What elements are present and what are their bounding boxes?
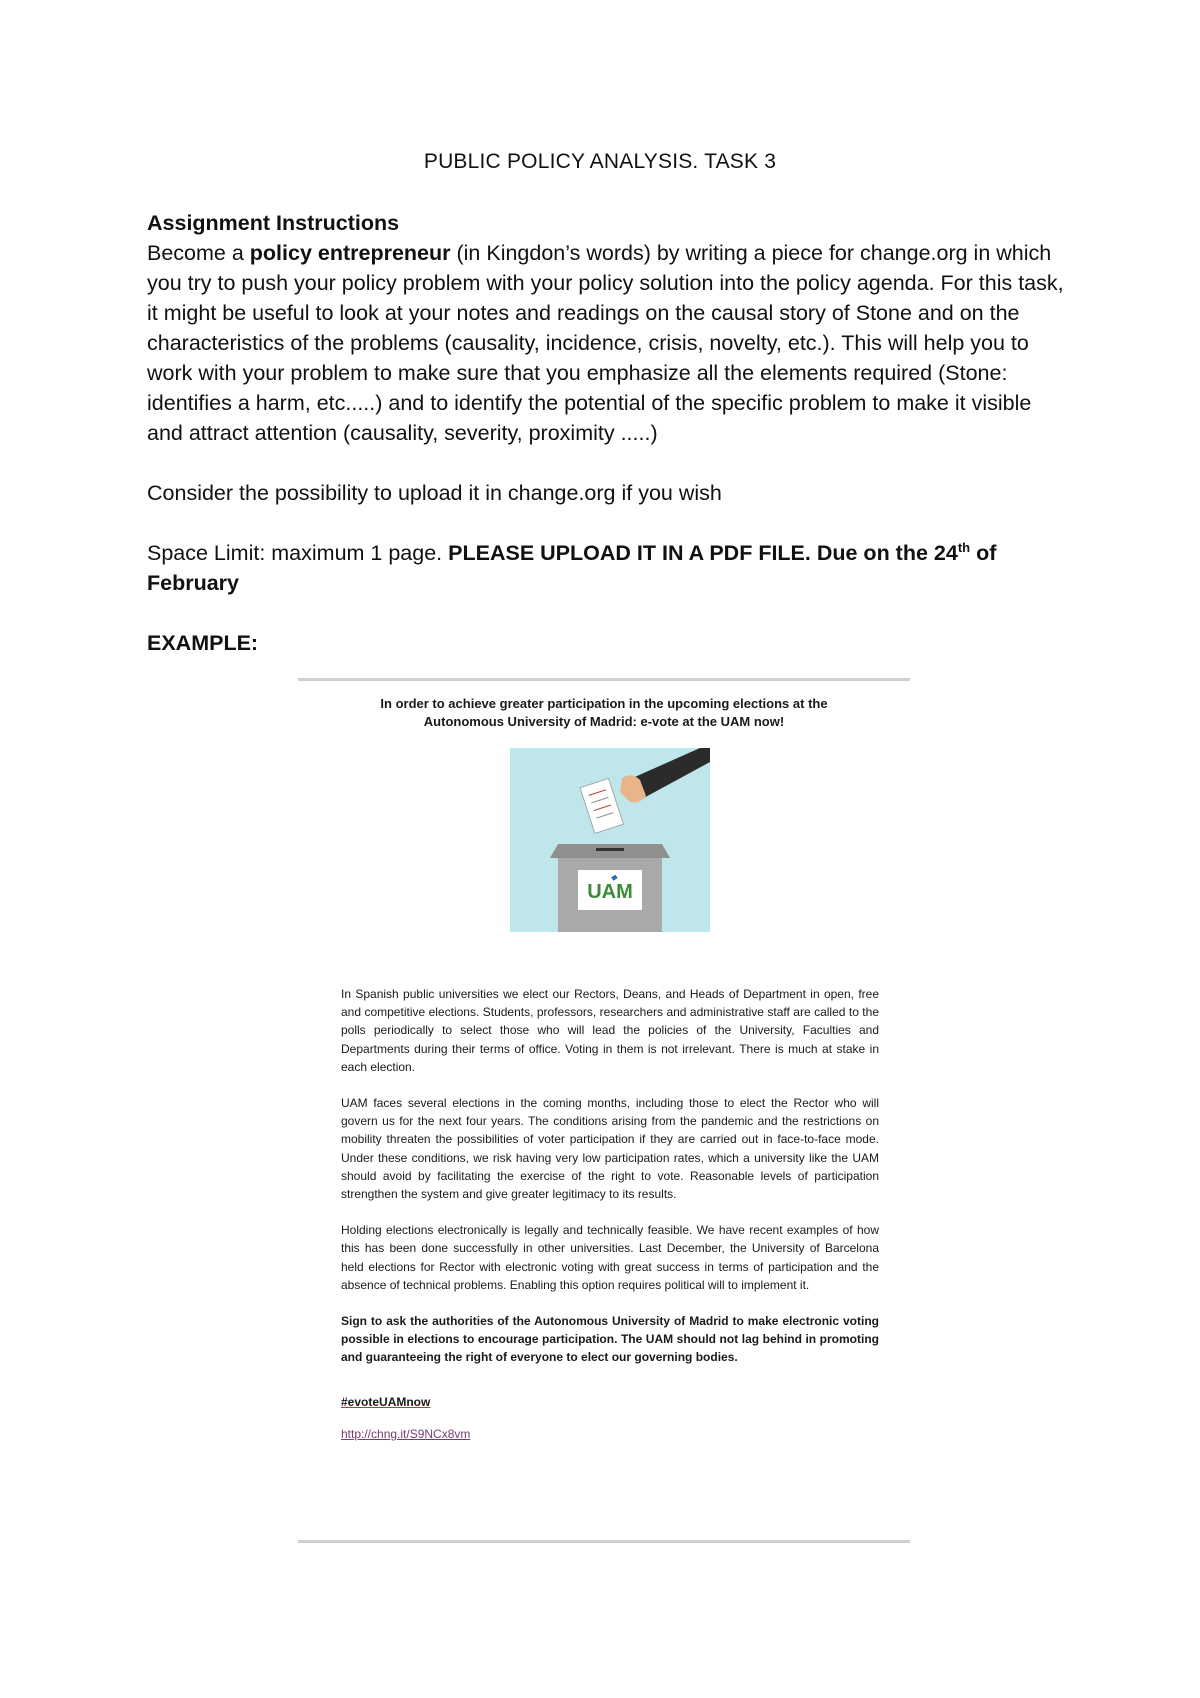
example-call-to-action: Sign to ask the authorities of the Autonomous University of Madrid to make electronic voting possible in elections to encourage participation. The UAM should not lag behind in promoting and guaranteeing the right of everyone to elect our governing bodies. <box>341 1314 879 1365</box>
para1-text-b: (in Kingdon’s words) by writing a piece for change.org in which you try to push your policy problem with your policy solution into the policy agenda. For this task, it might be useful to look at your notes and readings on the causal story of Stone and on the characteristics of the problems (causality, incidence, crisis, novelty, etc.). This will help you to work with your problem to make sure that you emphasize all the elements required (Stone: identifies a harm, etc.....) and to identify the potential of the specific problem to make it visible and attract attention (causality, severity, proximity .....) <box>147 241 1064 445</box>
example-paragraph-3: Holding elections electronically is legally and technically feasible. We have recent examples of how this has been done successfully in other universities. Last December, the University of Barcelona held elections for Rector with electronic voting with great success in terms of participation and the absence of technical problems. Enabling this option requires political will to implement it. <box>341 1223 879 1292</box>
example-body <box>341 985 879 1461</box>
upload-instruction: PLEASE UPLOAD IT IN A PDF FILE. Due on the 24 <box>448 541 958 565</box>
example-label: EXAMPLE: <box>147 631 259 655</box>
example-bottom-rule <box>298 1540 910 1543</box>
upload-suggestion: Consider the possibility to upload it in change.org if you wish <box>147 481 722 505</box>
space-limit-text: Space Limit: maximum 1 page. <box>147 541 449 565</box>
instructions-heading: Assignment Instructions <box>147 211 400 235</box>
example-top-rule <box>298 678 910 681</box>
ballot-box-illustration <box>510 748 710 932</box>
instructions-paragraph <box>147 238 1067 448</box>
document-title: PUBLIC POLICY ANALYSIS. TASK 3 <box>423 150 777 173</box>
example-title <box>298 695 910 731</box>
policy-entrepreneur-term: policy entrepreneur <box>249 241 451 265</box>
due-date-month: of February <box>147 541 997 595</box>
ballot-slot <box>596 848 624 851</box>
example-title-line1: In order to achieve greater participation in the upcoming elections at the <box>380 696 828 711</box>
example-title-line2: Autonomous University of Madrid: e-vote at the UAM now! <box>423 714 785 729</box>
para1-text-a: Become a <box>147 241 250 265</box>
example-petition-link[interactable]: http://chng.it/S9NCx8vm <box>341 1426 471 1441</box>
example-petition <box>298 678 910 1546</box>
ordinal-suffix: th <box>957 539 971 555</box>
example-paragraph-1: In Spanish public universities we elect our Rectors, Deans, and Heads of Department in open, free and competitive elections. Students, professors, researchers and administrative staff are called to the polls periodically to select those who will lead the policies of the University, Faculties and Departments during their terms of office. Voting in them is not irrelevant. There is much at stake in each election. <box>341 987 879 1074</box>
uam-logo-text: UAM <box>587 881 633 903</box>
example-hashtag: #evoteUAMnow <box>341 1394 431 1409</box>
space-limit-paragraph <box>147 538 1067 598</box>
instructions-body <box>147 208 1067 658</box>
example-paragraph-2: UAM faces several elections in the coming months, including those to elect the Rector who will govern us for the next four years. The conditions arising from the pandemic and the restrictions on mobility threaten the possibilities of voter participation if they are carried out in face-to-face mode. Under these conditions, we risk having very low participation rates, which a university like the UAM should avoid by facilitating the exercise of the right to vote. Reasonable levels of participation strengthen the system and give greater legitimacy to its results. <box>341 1096 879 1202</box>
